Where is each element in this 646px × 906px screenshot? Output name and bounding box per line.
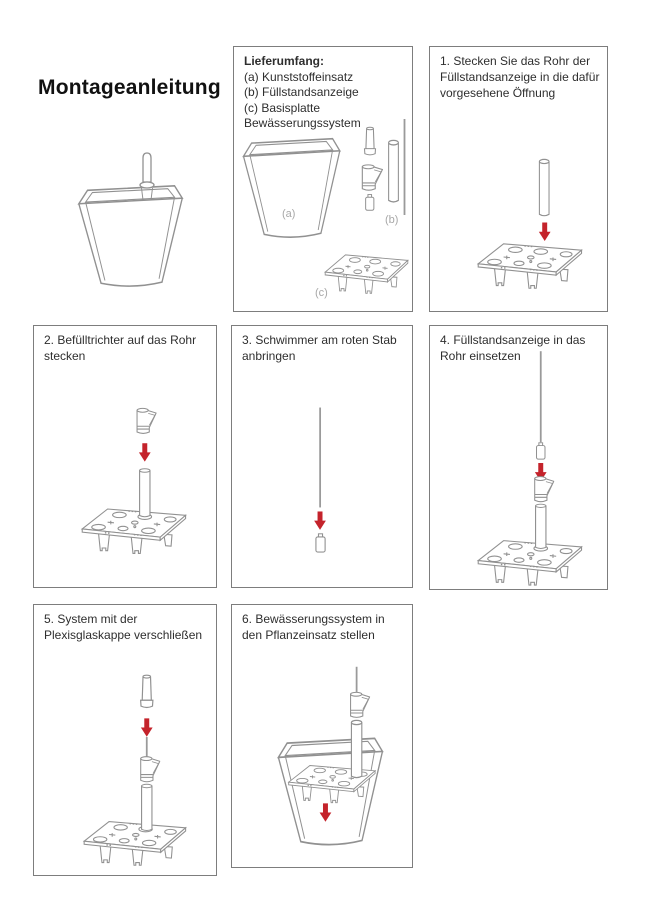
step-3-panel bbox=[231, 325, 413, 588]
step-5-caption: 5. System mit der Plexisglaskappe verschließen bbox=[44, 612, 203, 642]
red-down-arrow-icon bbox=[539, 223, 551, 241]
page-title: Montageanleitung bbox=[38, 76, 221, 99]
fill-level-indicator-part bbox=[140, 153, 154, 200]
funnel-part bbox=[535, 477, 554, 502]
step-3-caption: 3. Schwimmer am roten Stab anbringen bbox=[242, 333, 397, 363]
planter-overview-illustration bbox=[68, 148, 200, 300]
step-4-illustration bbox=[430, 326, 607, 589]
step-4-panel bbox=[429, 325, 608, 590]
delivery-item-b: (b) Füllstandsanzeige bbox=[244, 85, 359, 100]
delivery-item-c: (c) Basisplatte bbox=[244, 100, 321, 115]
delivery-panel bbox=[233, 46, 413, 312]
float-part bbox=[316, 534, 325, 552]
step-6-caption: 6. Bewässerungssystem in den Pflanzeinsatz stellen bbox=[242, 612, 385, 642]
funnel-part bbox=[362, 165, 382, 190]
base-plate-part bbox=[82, 509, 185, 553]
step-5-illustration bbox=[34, 605, 216, 875]
tube-part bbox=[536, 504, 546, 548]
step-2-caption: 2. Befülltrichter auf das Rohr stecken bbox=[44, 333, 197, 363]
base-plate-part bbox=[478, 244, 581, 288]
planter-pot-part bbox=[79, 186, 182, 286]
step-5-panel bbox=[33, 604, 217, 876]
indicator-rod-part bbox=[404, 119, 406, 215]
step-6-illustration bbox=[232, 605, 412, 867]
tube-part bbox=[351, 720, 361, 777]
part-label-a: (a) bbox=[282, 208, 296, 220]
step-1-illustration bbox=[430, 47, 607, 311]
step-1-panel bbox=[429, 46, 608, 312]
red-down-arrow-icon bbox=[320, 803, 332, 821]
step-6-panel bbox=[231, 604, 413, 868]
red-down-arrow-icon bbox=[314, 511, 326, 529]
base-plate-part bbox=[84, 822, 185, 866]
delivery-heading: Lieferumfang: bbox=[244, 54, 325, 68]
funnel-part bbox=[137, 408, 156, 433]
funnel-part bbox=[141, 757, 160, 782]
float-part bbox=[537, 443, 545, 459]
indicator-rod-part bbox=[146, 737, 148, 757]
funnel-part bbox=[351, 692, 370, 717]
step-1-caption: 1. Stecken Sie das Rohr der Füllstandsanzeige in die dafür vorgesehene Öffnung bbox=[440, 54, 600, 100]
indicator-rod-part bbox=[540, 351, 542, 442]
delivery-item-c2: Bewässerungssystem bbox=[244, 116, 361, 131]
indicator-rod-part bbox=[356, 667, 358, 693]
delivery-illustration bbox=[234, 47, 412, 311]
red-down-arrow-icon bbox=[141, 718, 153, 736]
step-3-illustration bbox=[232, 326, 412, 587]
plexiglas-cap-part bbox=[141, 675, 153, 707]
tube-part bbox=[140, 469, 150, 517]
base-plate-part bbox=[478, 541, 581, 585]
delivery-item-a: (a) Kunststoffeinsatz bbox=[244, 69, 354, 84]
tube-part bbox=[142, 784, 152, 830]
red-down-arrow-icon bbox=[139, 443, 151, 461]
float-part bbox=[366, 195, 374, 211]
tube-part bbox=[389, 140, 399, 202]
step-4-caption: 4. Füllstandsanzeige in das Rohr einsetzen bbox=[440, 333, 586, 363]
tube-part bbox=[539, 159, 549, 215]
plastic-insert-part bbox=[244, 139, 340, 237]
cap-part bbox=[364, 127, 375, 155]
base-plate-part bbox=[325, 255, 408, 293]
part-label-b: (b) bbox=[385, 214, 399, 226]
step-2-panel bbox=[33, 325, 217, 588]
part-label-c: (c) bbox=[315, 287, 328, 299]
indicator-rod-part bbox=[319, 408, 321, 508]
step-2-illustration bbox=[34, 326, 216, 587]
